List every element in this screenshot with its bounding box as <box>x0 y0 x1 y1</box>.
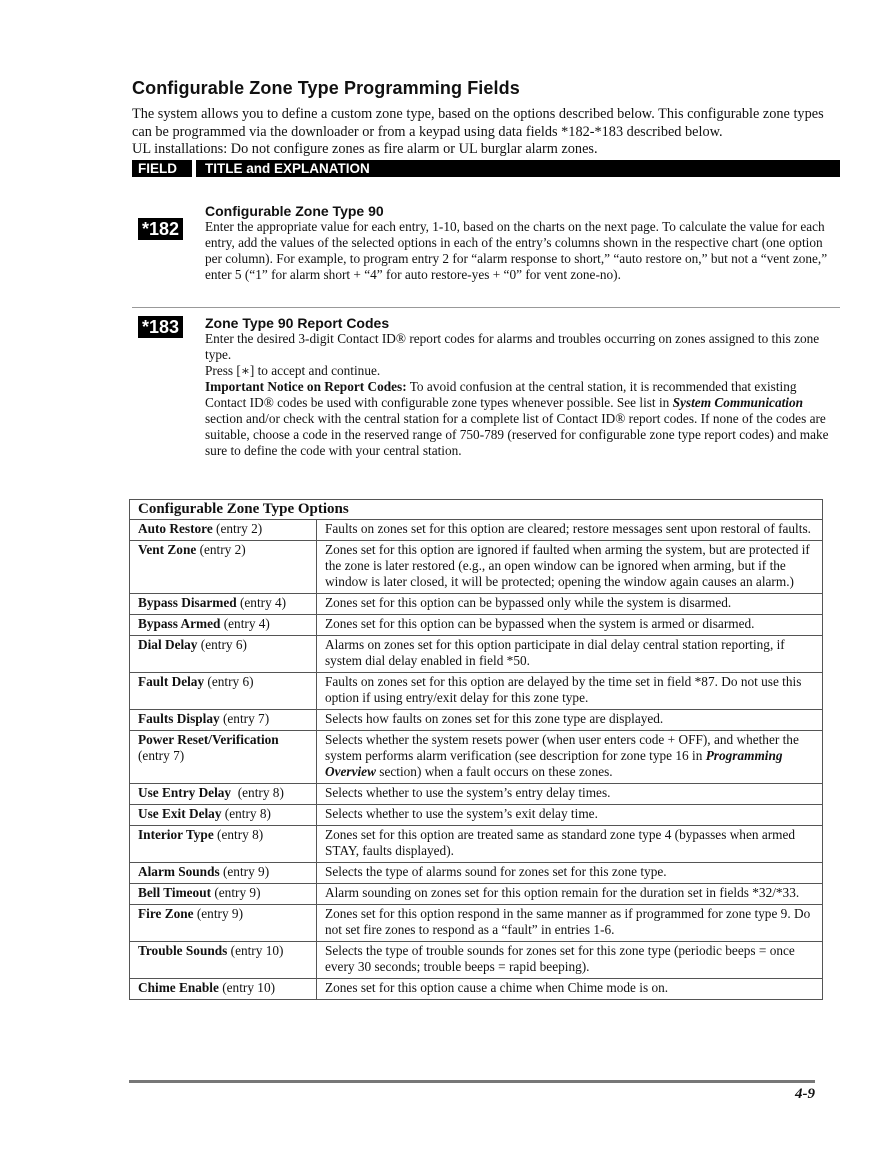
table-row <box>130 541 823 594</box>
option-desc-a: Selects whether the system resets power (when user enters code + OFF), and whether the system performs alarm verification (see description for zone type 16 in <box>325 732 799 763</box>
option-name-cell <box>130 784 317 805</box>
table-heading-row <box>130 500 823 520</box>
option-entry: (entry 9) <box>219 864 270 879</box>
option-entry: (entry 7) <box>138 748 185 763</box>
option-name: Chime Enable <box>138 980 219 995</box>
option-desc: Zones set for this option are ignored if faulted when arming the system, but are protected if the zone is later restored (e.g., an open window can be ignored when arming, but if the window is later closed, it will be protected; opening the window again causes an alarm.) <box>317 541 823 594</box>
notice-label: Important Notice on Report Codes: <box>205 378 407 394</box>
option-entry: (entry 4) <box>220 616 270 631</box>
option-desc: Selects the type of trouble sounds for zones set for this zone type (periodic beeps = once every 30 seconds; trouble beeps = rapid beeping). <box>317 942 823 979</box>
option-name: Use Entry Delay <box>138 785 232 800</box>
field-body <box>205 315 840 459</box>
intro-paragraph: The system allows you to define a custom zone type, based on the options described below. This configurable zone types can be programmed via the downloader or from a keypad using data fields *182-*183 described below. <box>132 106 824 140</box>
header-separator <box>192 160 196 177</box>
option-entry: (entry 10) <box>218 980 276 995</box>
option-desc: Alarms on zones set for this option participate in dial delay central station reporting, if system dial delay enabled in field *50. <box>317 636 823 673</box>
option-desc: Zones set for this option cause a chime when Chime mode is on. <box>317 979 823 1000</box>
table-row <box>130 863 823 884</box>
press-instruction: Press [∗] to accept and continue. <box>205 362 381 378</box>
option-name-cell <box>130 884 317 905</box>
option-desc: Alarm sounding on zones set for this option remain for the duration set in fields *32/*33. <box>317 884 823 905</box>
table-row <box>130 673 823 710</box>
option-desc: Zones set for this option can be bypassed only while the system is disarmed. <box>317 594 823 615</box>
option-name-cell <box>130 805 317 826</box>
option-entry: (entry 6) <box>197 637 247 652</box>
field-182 <box>132 188 840 308</box>
option-name: Auto Restore <box>138 521 213 536</box>
page-number: 4-9 <box>795 1086 815 1102</box>
table-row <box>130 979 823 1000</box>
option-name: Bypass Armed <box>138 616 221 631</box>
option-desc: Faults on zones set for this option are delayed by the time set in field *87. Do not use this option if using entry/exit delay for this zone type. <box>317 673 823 710</box>
field-183 <box>132 308 840 459</box>
option-desc: Selects how faults on zones set for this zone type are displayed. <box>317 710 823 731</box>
notice-text-a: To avoid confusion at the central station, it is recommended that existing Contact ID® codes be used with configurable zone types whenever possible. See list in <box>205 378 797 410</box>
field-description: Enter the appropriate value for each entry, 1-10, based on the charts on the next page. To calculate the value for each entry, add the values of the selected options in each of the entry’s columns shown in the respective chart (one option per column). For example, to program entry 2 for “alarm response to short,” “auto restore on,” but not a “vent zone,” enter 5 (“1” for alarm short + “4” for auto restore-yes + “0” for vent zone-no). <box>205 218 828 282</box>
option-name: Alarm Sounds <box>138 864 220 879</box>
table-row <box>130 710 823 731</box>
option-desc: Selects whether to use the system’s entry delay times. <box>317 784 823 805</box>
footer-rule <box>129 1080 815 1083</box>
field-tag: *183 <box>138 316 183 338</box>
option-entry: (entry 4) <box>236 595 287 610</box>
page-content <box>132 78 840 459</box>
option-entry: (entry 10) <box>227 943 284 958</box>
option-desc <box>317 731 823 784</box>
option-name-cell <box>130 863 317 884</box>
option-name-cell <box>130 594 317 615</box>
option-name-cell <box>130 905 317 942</box>
table-row <box>130 636 823 673</box>
option-name: Fault Delay <box>138 674 205 689</box>
header-field-label: FIELD <box>138 160 177 176</box>
option-name-cell <box>130 979 317 1000</box>
field-title: Zone Type 90 Report Codes <box>205 314 390 331</box>
option-name: Dial Delay <box>138 637 198 652</box>
option-entry: (entry 2) <box>212 521 263 536</box>
option-entry: (entry 7) <box>219 711 270 726</box>
table-heading: Configurable Zone Type Options <box>130 500 823 520</box>
notice-section-ref: System Communication <box>672 394 804 410</box>
option-desc-b: section) when a fault occurs on these zones. <box>375 764 613 779</box>
option-name: Faults Display <box>138 711 220 726</box>
option-name: Fire Zone <box>138 906 194 921</box>
option-name-cell <box>130 541 317 594</box>
option-name-cell <box>130 520 317 541</box>
option-entry: (entry 8) <box>213 827 264 842</box>
section-ref: Programming Overview <box>325 748 783 779</box>
option-name-cell <box>130 826 317 863</box>
option-entry: (entry 9) <box>211 885 261 900</box>
options-table <box>129 499 823 1000</box>
option-desc: Zones set for this option respond in the same manner as if programmed for zone type 9. Do not set fire zones to respond as a “fault” in entries 1-6. <box>317 905 823 942</box>
table-row <box>130 784 823 805</box>
ul-note: UL installations: Do not configure zones as fire alarm or UL burglar alarm zones. <box>132 141 598 157</box>
option-name: Power Reset/Verification <box>138 732 279 747</box>
option-entry: (entry 8) <box>221 806 271 821</box>
option-desc: Selects the type of alarms sound for zones set for this zone type. <box>317 863 823 884</box>
table-row <box>130 826 823 863</box>
notice-text-b: section and/or check with the central station for a complete list of Contact ID® report codes. If none of the codes are suitable, choose a code in the reserved range of 750-789 (reserved for configurable zone type report codes) and make sure to define the code with your central station. <box>205 410 829 458</box>
option-desc: Faults on zones set for this option are cleared; restore messages sent upon restoral of faults. <box>317 520 823 541</box>
option-desc: Zones set for this option are treated same as standard zone type 4 (bypasses when armed STAY, faults displayed). <box>317 826 823 863</box>
option-name-cell <box>130 615 317 636</box>
option-name: Trouble Sounds <box>138 943 228 958</box>
option-desc: Selects whether to use the system’s exit delay time. <box>317 805 823 826</box>
table-row <box>130 805 823 826</box>
table-row <box>130 615 823 636</box>
option-desc: Zones set for this option can be bypassed when the system is armed or disarmed. <box>317 615 823 636</box>
option-name-cell <box>130 636 317 673</box>
option-name: Vent Zone <box>138 542 197 557</box>
option-name-cell <box>130 673 317 710</box>
option-entry: (entry 6) <box>204 674 254 689</box>
header-title-label: TITLE and EXPLANATION <box>205 160 370 176</box>
option-name: Bell Timeout <box>138 885 212 900</box>
table-row <box>130 731 823 784</box>
table-row <box>130 594 823 615</box>
option-name: Bypass Disarmed <box>138 595 237 610</box>
page-title: Configurable Zone Type Programming Fields <box>132 78 520 98</box>
option-name-cell <box>130 710 317 731</box>
table-row <box>130 520 823 541</box>
field-description: Enter the desired 3-digit Contact ID® report codes for alarms and troubles occurring on zones assigned to this zone type. <box>205 330 820 362</box>
option-entry: (entry 2) <box>196 542 246 557</box>
option-name: Interior Type <box>138 827 214 842</box>
table-row <box>130 905 823 942</box>
option-name-cell <box>130 731 317 784</box>
field-header-bar <box>132 160 840 177</box>
option-entry: (entry 8) <box>231 785 284 800</box>
table-row <box>130 884 823 905</box>
table-row <box>130 942 823 979</box>
option-name: Use Exit Delay <box>138 806 222 821</box>
option-name-cell <box>130 942 317 979</box>
important-notice <box>205 379 840 459</box>
field-body <box>205 203 840 283</box>
field-tag: *182 <box>138 218 183 240</box>
intro-text <box>132 106 840 159</box>
field-title: Configurable Zone Type 90 <box>205 202 384 219</box>
option-entry: (entry 9) <box>193 906 244 921</box>
